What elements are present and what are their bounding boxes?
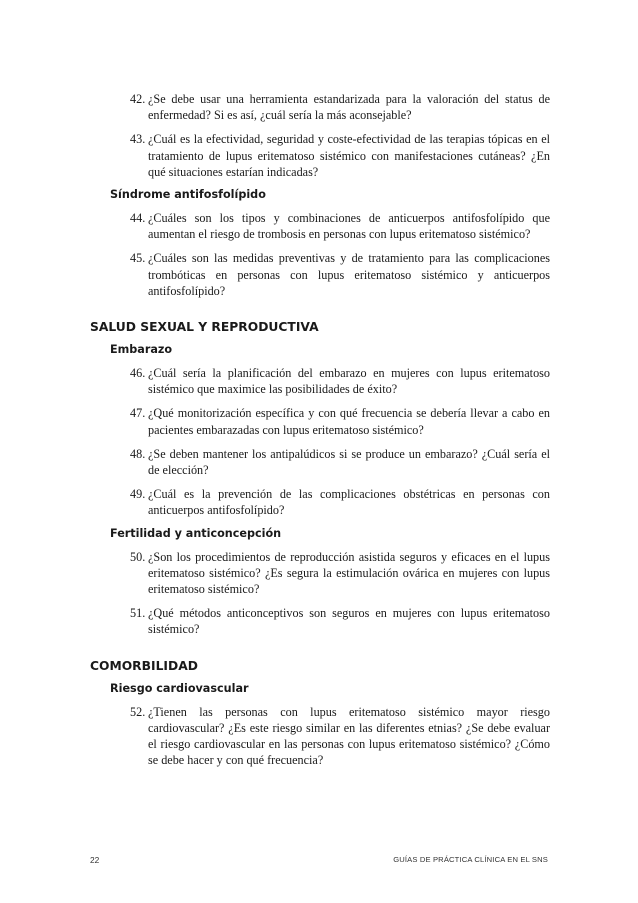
question-text: ¿Cuál es la efectividad, seguridad y coste-efectividad de las terapias tópicas en el tratamiento de lupus eritematoso sistémico con manifestaciones cutáneas? ¿En qué situaciones estarían indicadas? — [148, 132, 550, 179]
question-43 — [90, 131, 550, 180]
question-48 — [90, 446, 550, 478]
footer-title: GUÍAS DE PRÁCTICA CLÍNICA EN EL SNS — [393, 855, 548, 864]
question-text: ¿Cuáles son los tipos y combinaciones de anticuerpos antifosfolípido que aumentan el riesgo de trombosis en personas con lupus eritematoso sistémico? — [148, 211, 550, 242]
question-number: 46. — [130, 366, 146, 381]
question-51 — [90, 605, 550, 637]
question-number: 47. — [130, 406, 146, 421]
question-45 — [90, 250, 550, 299]
question-52 — [90, 704, 550, 769]
question-text: ¿Tienen las personas con lupus eritematoso sistémico mayor riesgo cardiovascular? ¿Es este riesgo similar en las diferentes etnias? ¿Se debe evaluar el riesgo cardiovascular en las personas con lupus eritematoso sistémico? ¿Cómo se debe hacer y con qué frecuencia? — [148, 704, 550, 768]
page-content — [90, 91, 550, 776]
question-47 — [90, 405, 550, 437]
question-42 — [90, 91, 550, 123]
question-text: ¿Cuál sería la planificación del embarazo en mujeres con lupus eritematoso sistémico que maximice las posibilidades de éxito? — [148, 366, 550, 397]
question-number: 42. — [130, 92, 146, 106]
question-44 — [90, 210, 550, 242]
question-number: 48. — [130, 446, 146, 461]
question-46 — [90, 365, 550, 397]
subsection-heading-riesgo-cardiovascular: Riesgo cardiovascular — [110, 681, 249, 695]
question-number: 43. — [130, 132, 146, 147]
question-text: ¿Cuál es la prevención de las complicaciones obstétricas en personas con anticuerpos antifosfolípido? — [148, 487, 550, 518]
question-text: ¿Cuáles son las medidas preventivas y de tratamiento para las complicaciones trombóticas en personas con lupus eritematoso sistémico y anticuerpos antifosfolípido? — [148, 251, 550, 298]
question-number: 50. — [130, 549, 146, 564]
question-number: 44. — [130, 211, 146, 226]
question-text: ¿Son los procedimientos de reproducción asistida seguros y eficaces en el lupus eritematoso sistémico? ¿Es segura la estimulación ovárica en mujeres con lupus eritematoso sistémico? — [148, 549, 550, 597]
question-text: ¿Qué monitorización específica y con qué frecuencia se debería llevar a cabo en pacientes embarazadas con lupus eritematoso sistémico? — [148, 406, 550, 437]
question-text: ¿Qué métodos anticonceptivos son seguros en mujeres con lupus eritematoso sistémico? — [148, 606, 550, 637]
page-number: 22 — [90, 855, 100, 865]
subsection-heading-antifosfolipido: Síndrome antifosfolípido — [110, 188, 266, 202]
question-49 — [90, 486, 550, 518]
question-text: ¿Se deben mantener los antipalúdicos si se produce un embarazo? ¿Cuál sería el de elección? — [148, 446, 550, 478]
section-heading-comorbilidad: COMORBILIDAD — [90, 658, 198, 673]
question-number: 52. — [130, 704, 146, 719]
question-50 — [90, 549, 550, 598]
question-number: 51. — [130, 606, 146, 621]
subsection-heading-fertilidad: Fertilidad y anticoncepción — [110, 526, 282, 540]
question-number: 45. — [130, 251, 146, 266]
section-heading-salud-sexual: SALUD SEXUAL Y REPRODUCTIVA — [90, 320, 319, 335]
question-text: ¿Se debe usar una herramienta estandarizada para la valoración del status de enfermedad? Si es así, ¿cuál sería la más aconsejable? — [148, 92, 550, 123]
question-number: 49. — [130, 487, 146, 502]
subsection-heading-embarazo: Embarazo — [110, 343, 173, 357]
